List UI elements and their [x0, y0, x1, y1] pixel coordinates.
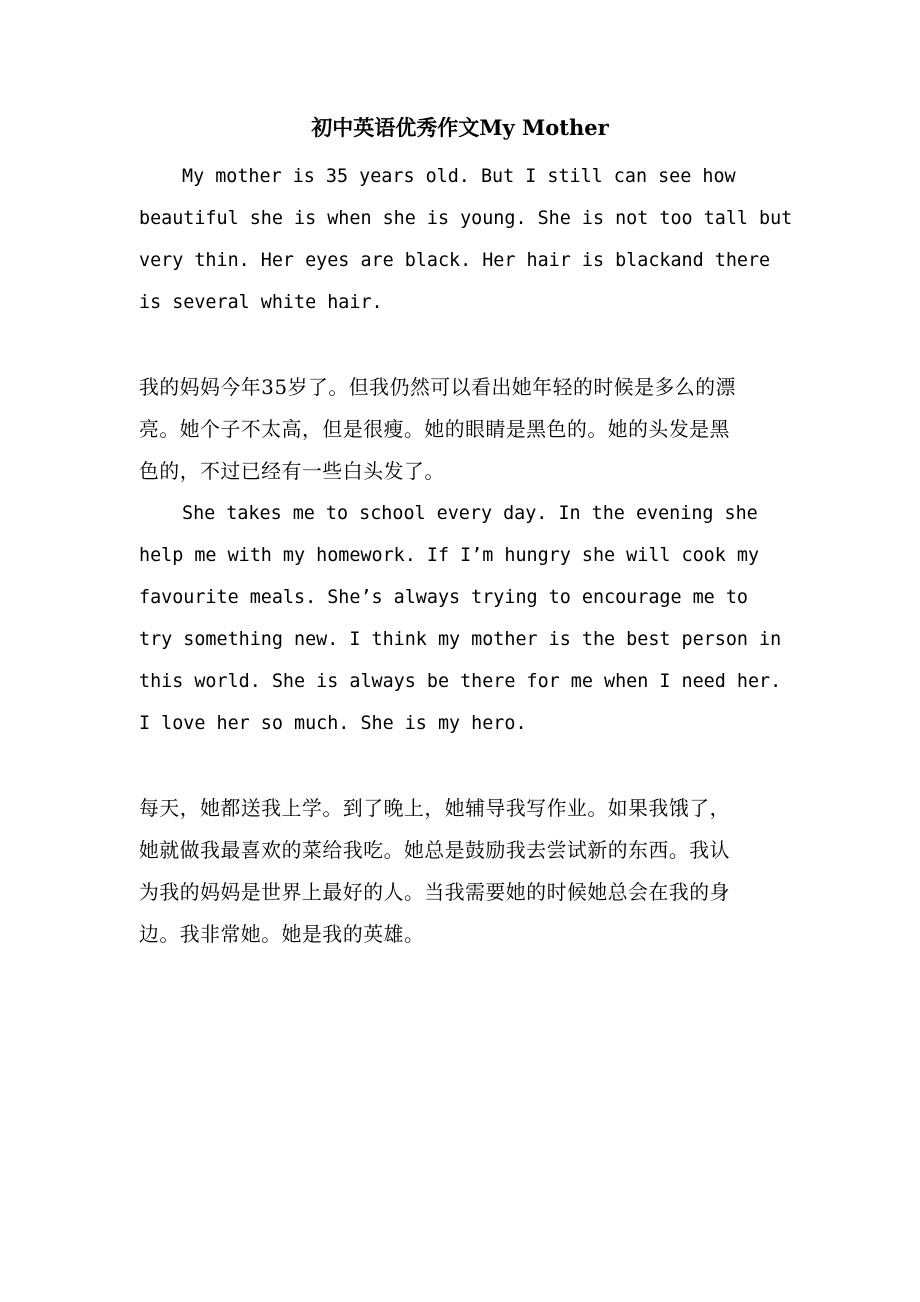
paragraph-2-en-line-5: this world. She is always be there for me when I need her. [139, 671, 782, 692]
paragraph-2-zh-line-1: 每天，她都送我上学。到了晚上，她辅导我写作业。如果我饿了， [139, 797, 731, 820]
paragraph-1-en-line-3: very thin. Her eyes are black. Her hair is blackand there [139, 250, 771, 271]
paragraph-1-zh-line-1: 我的妈妈今年35岁了。但我仍然可以看出她年轻的时候是多么的漂 [139, 376, 737, 399]
paragraph-1-en-line-4: is several white hair. [139, 292, 383, 313]
paragraph-2-en-line-6: I love her so much. She is my hero. [139, 713, 527, 734]
paragraph-2-en-line-3: favourite meals. She’s always trying to encourage me to [139, 587, 748, 608]
paragraph-1-zh-line-2: 亮。她个子不太高，但是很瘦。她的眼睛是黑色的。她的头发是黑 [139, 418, 731, 441]
paragraph-1-zh-line-3: 色的，不过已经有一些白头发了。 [139, 460, 445, 483]
paragraph-2-zh-line-4: 边。我非常她。她是我的英雄。 [139, 923, 425, 946]
paragraph-2-zh-line-2: 她就做我最喜欢的菜给我吃。她总是鼓励我去尝试新的东西。我认 [139, 839, 731, 862]
paragraph-2-zh-line-3: 为我的妈妈是世界上最好的人。当我需要她的时候她总会在我的身 [139, 881, 731, 904]
paragraph-1-en-line-1: My mother is 35 years old. But I still can see how [182, 166, 736, 187]
paragraph-2-en-line-1: She takes me to school every day. In the evening she [182, 503, 758, 524]
essay-title: 初中英语优秀作文My Mother [311, 115, 609, 140]
paragraph-1-en-line-2: beautiful she is when she is young. She is not too tall but [139, 208, 793, 229]
paragraph-2-en-line-4: try something new. I think my mother is the best person in [139, 629, 782, 650]
paragraph-2-en-line-2: help me with my homework. If I’m hungry she will cook my [139, 545, 760, 566]
